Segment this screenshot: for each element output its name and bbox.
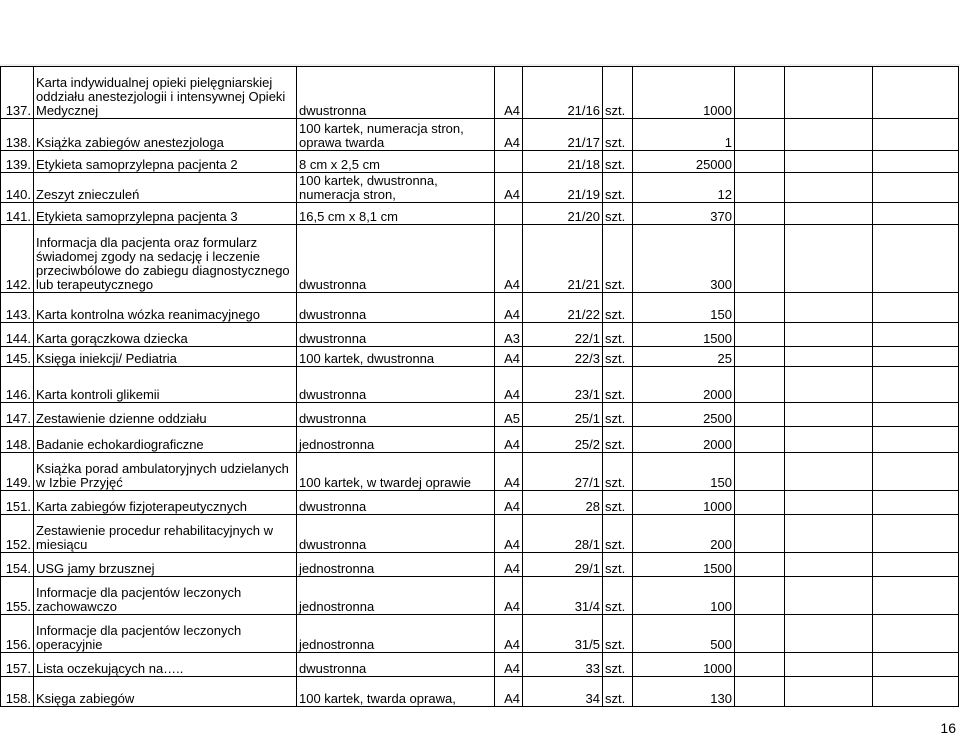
empty-cell — [735, 323, 785, 347]
form-spec: dwustronna — [297, 67, 495, 119]
form-symbol: 33 — [523, 653, 603, 677]
row-number: 158. — [1, 677, 34, 707]
quantity: 1 — [633, 119, 735, 151]
empty-cell — [735, 367, 785, 403]
paper-format: A5 — [495, 403, 523, 427]
empty-cell — [785, 225, 873, 293]
empty-cell — [873, 367, 959, 403]
empty-cell — [735, 577, 785, 615]
paper-format: A4 — [495, 173, 523, 203]
empty-cell — [785, 577, 873, 615]
row-number: 155. — [1, 577, 34, 615]
row-number: 152. — [1, 515, 34, 553]
paper-format: A4 — [495, 67, 523, 119]
row-number: 144. — [1, 323, 34, 347]
empty-cell — [735, 119, 785, 151]
form-spec: 100 kartek, dwustronna — [297, 347, 495, 367]
unit: szt. — [603, 553, 633, 577]
empty-cell — [873, 427, 959, 453]
row-number: 137. — [1, 67, 34, 119]
empty-cell — [785, 615, 873, 653]
form-spec: dwustronna — [297, 323, 495, 347]
empty-cell — [785, 323, 873, 347]
quantity: 1000 — [633, 67, 735, 119]
row-number: 147. — [1, 403, 34, 427]
form-symbol: 22/1 — [523, 323, 603, 347]
empty-cell — [735, 151, 785, 173]
table-row — [1, 427, 959, 453]
form-name: Karta kontrolna wózka reanimacyjnego — [34, 293, 297, 323]
unit: szt. — [603, 203, 633, 225]
form-name: Karta indywidualnej opieki pielęgniarskiej oddziału anestezjologii i intensywnej Opieki Medycznej — [34, 67, 297, 119]
row-number: 156. — [1, 615, 34, 653]
unit: szt. — [603, 615, 633, 653]
unit: szt. — [603, 515, 633, 553]
empty-cell — [873, 403, 959, 427]
table-row — [1, 293, 959, 323]
form-name: Księga zabiegów — [34, 677, 297, 707]
form-name: Etykieta samoprzylepna pacjenta 3 — [34, 203, 297, 225]
form-symbol: 28/1 — [523, 515, 603, 553]
form-name: Zeszyt znieczuleń — [34, 173, 297, 203]
paper-format: A4 — [495, 615, 523, 653]
row-number: 138. — [1, 119, 34, 151]
unit: szt. — [603, 119, 633, 151]
form-symbol: 21/22 — [523, 293, 603, 323]
form-name: Karta kontroli glikemii — [34, 367, 297, 403]
table-row — [1, 677, 959, 707]
row-number: 142. — [1, 225, 34, 293]
form-spec: dwustronna — [297, 491, 495, 515]
paper-format: A4 — [495, 453, 523, 491]
paper-format: A4 — [495, 577, 523, 615]
unit: szt. — [603, 427, 633, 453]
form-name: Informacje dla pacjentów leczonych zachowawczo — [34, 577, 297, 615]
empty-cell — [873, 225, 959, 293]
empty-cell — [735, 203, 785, 225]
form-name: Lista oczekujących na….. — [34, 653, 297, 677]
row-number: 154. — [1, 553, 34, 577]
form-name: Informacja dla pacjenta oraz formularz świadomej zgody na sedację i leczenie przeciwbólowe do zabiegu diagnostycznego lub terapeutycznego — [34, 225, 297, 293]
empty-cell — [785, 67, 873, 119]
table-row — [1, 367, 959, 403]
empty-cell — [785, 515, 873, 553]
quantity: 12 — [633, 173, 735, 203]
form-symbol: 31/5 — [523, 615, 603, 653]
empty-cell — [873, 203, 959, 225]
quantity: 300 — [633, 225, 735, 293]
empty-cell — [873, 67, 959, 119]
quantity: 25000 — [633, 151, 735, 173]
unit: szt. — [603, 577, 633, 615]
form-symbol: 25/1 — [523, 403, 603, 427]
form-symbol: 21/19 — [523, 173, 603, 203]
unit: szt. — [603, 347, 633, 367]
empty-cell — [873, 323, 959, 347]
empty-cell — [785, 119, 873, 151]
quantity: 130 — [633, 677, 735, 707]
form-name: Karta zabiegów fizjoterapeutycznych — [34, 491, 297, 515]
form-name: Zestawienie procedur rehabilitacyjnych w miesiącu — [34, 515, 297, 553]
paper-format: A4 — [495, 515, 523, 553]
form-spec: dwustronna — [297, 367, 495, 403]
empty-cell — [785, 367, 873, 403]
paper-format: A4 — [495, 553, 523, 577]
form-symbol: 34 — [523, 677, 603, 707]
empty-cell — [735, 67, 785, 119]
empty-cell — [785, 553, 873, 577]
empty-cell — [735, 403, 785, 427]
table-row — [1, 453, 959, 491]
unit: szt. — [603, 453, 633, 491]
empty-cell — [873, 515, 959, 553]
row-number: 140. — [1, 173, 34, 203]
form-symbol: 25/2 — [523, 427, 603, 453]
empty-cell — [873, 293, 959, 323]
quantity: 150 — [633, 453, 735, 491]
paper-format: A4 — [495, 293, 523, 323]
empty-cell — [735, 515, 785, 553]
paper-format: A4 — [495, 347, 523, 367]
empty-cell — [735, 173, 785, 203]
form-spec: dwustronna — [297, 515, 495, 553]
table-row — [1, 615, 959, 653]
empty-cell — [785, 203, 873, 225]
unit: szt. — [603, 653, 633, 677]
empty-cell — [735, 225, 785, 293]
table-row — [1, 225, 959, 293]
quantity: 200 — [633, 515, 735, 553]
paper-format: A4 — [495, 677, 523, 707]
quantity: 1500 — [633, 323, 735, 347]
page-number: 16 — [940, 720, 956, 736]
empty-cell — [735, 653, 785, 677]
form-spec: dwustronna — [297, 293, 495, 323]
form-name: Informacje dla pacjentów leczonych operacyjnie — [34, 615, 297, 653]
unit: szt. — [603, 323, 633, 347]
quantity: 2500 — [633, 403, 735, 427]
form-symbol: 21/17 — [523, 119, 603, 151]
empty-cell — [785, 491, 873, 515]
form-name: Badanie echokardiograficzne — [34, 427, 297, 453]
unit: szt. — [603, 67, 633, 119]
form-symbol: 28 — [523, 491, 603, 515]
form-symbol: 22/3 — [523, 347, 603, 367]
table-row — [1, 653, 959, 677]
table-row — [1, 151, 959, 173]
form-spec: jednostronna — [297, 577, 495, 615]
table-row — [1, 67, 959, 119]
empty-cell — [785, 293, 873, 323]
table-row — [1, 403, 959, 427]
form-spec: 100 kartek, w twardej oprawie — [297, 453, 495, 491]
table-row — [1, 515, 959, 553]
form-symbol: 27/1 — [523, 453, 603, 491]
form-name: Książka porad ambulatoryjnych udzielanych w Izbie Przyjęć — [34, 453, 297, 491]
form-spec: jednostronna — [297, 615, 495, 653]
form-symbol: 21/20 — [523, 203, 603, 225]
empty-cell — [785, 403, 873, 427]
empty-cell — [873, 119, 959, 151]
paper-format: A4 — [495, 491, 523, 515]
paper-format — [495, 203, 523, 225]
empty-cell — [873, 677, 959, 707]
empty-cell — [873, 577, 959, 615]
row-number: 149. — [1, 453, 34, 491]
row-number: 157. — [1, 653, 34, 677]
paper-format: A4 — [495, 225, 523, 293]
quantity: 1000 — [633, 653, 735, 677]
form-spec: jednostronna — [297, 427, 495, 453]
quantity: 1000 — [633, 491, 735, 515]
table-row — [1, 119, 959, 151]
quantity: 2000 — [633, 367, 735, 403]
empty-cell — [735, 293, 785, 323]
quantity: 2000 — [633, 427, 735, 453]
row-number: 145. — [1, 347, 34, 367]
empty-cell — [873, 491, 959, 515]
form-symbol: 21/21 — [523, 225, 603, 293]
form-name: Księga iniekcji/ Pediatria — [34, 347, 297, 367]
empty-cell — [735, 453, 785, 491]
table-row — [1, 173, 959, 203]
table-row — [1, 323, 959, 347]
row-number: 151. — [1, 491, 34, 515]
paper-format: A4 — [495, 119, 523, 151]
empty-cell — [735, 677, 785, 707]
unit: szt. — [603, 677, 633, 707]
unit: szt. — [603, 403, 633, 427]
empty-cell — [873, 553, 959, 577]
empty-cell — [735, 491, 785, 515]
table-row — [1, 577, 959, 615]
quantity: 25 — [633, 347, 735, 367]
empty-cell — [785, 453, 873, 491]
table-row — [1, 491, 959, 515]
empty-cell — [873, 615, 959, 653]
empty-cell — [735, 553, 785, 577]
paper-format: A4 — [495, 367, 523, 403]
form-name: Książka zabiegów anestezjologa — [34, 119, 297, 151]
empty-cell — [735, 347, 785, 367]
empty-sheet-gridlines — [0, 0, 960, 66]
form-symbol: 21/18 — [523, 151, 603, 173]
form-spec: 100 kartek, numeracja stron, oprawa twarda — [297, 119, 495, 151]
paper-format: A4 — [495, 653, 523, 677]
form-spec: 100 kartek, dwustronna, numeracja stron, — [297, 173, 495, 203]
row-number: 141. — [1, 203, 34, 225]
form-spec: 16,5 cm x 8,1 cm — [297, 203, 495, 225]
unit: szt. — [603, 491, 633, 515]
empty-cell — [785, 173, 873, 203]
quantity: 100 — [633, 577, 735, 615]
empty-cell — [785, 151, 873, 173]
empty-cell — [873, 453, 959, 491]
row-number: 148. — [1, 427, 34, 453]
empty-cell — [873, 173, 959, 203]
form-name: Etykieta samoprzylepna pacjenta 2 — [34, 151, 297, 173]
empty-cell — [873, 151, 959, 173]
empty-cell — [785, 653, 873, 677]
row-number: 139. — [1, 151, 34, 173]
empty-cell — [785, 677, 873, 707]
paper-format: A4 — [495, 427, 523, 453]
forms-table — [0, 66, 959, 707]
form-symbol: 31/4 — [523, 577, 603, 615]
form-spec: 8 cm x 2,5 cm — [297, 151, 495, 173]
unit: szt. — [603, 367, 633, 403]
table-row — [1, 203, 959, 225]
unit: szt. — [603, 225, 633, 293]
form-spec: 100 kartek, twarda oprawa, — [297, 677, 495, 707]
table-row — [1, 553, 959, 577]
form-spec: jednostronna — [297, 553, 495, 577]
unit: szt. — [603, 173, 633, 203]
empty-cell — [735, 615, 785, 653]
form-name: Karta gorączkowa dziecka — [34, 323, 297, 347]
form-symbol: 29/1 — [523, 553, 603, 577]
form-spec: dwustronna — [297, 225, 495, 293]
form-symbol: 23/1 — [523, 367, 603, 403]
quantity: 1500 — [633, 553, 735, 577]
form-name: Zestawienie dzienne oddziału — [34, 403, 297, 427]
unit: szt. — [603, 293, 633, 323]
quantity: 150 — [633, 293, 735, 323]
table-row — [1, 347, 959, 367]
form-spec: dwustronna — [297, 403, 495, 427]
form-symbol: 21/16 — [523, 67, 603, 119]
empty-cell — [873, 653, 959, 677]
quantity: 500 — [633, 615, 735, 653]
empty-cell — [873, 347, 959, 367]
form-spec: dwustronna — [297, 653, 495, 677]
paper-format — [495, 151, 523, 173]
empty-cell — [735, 427, 785, 453]
quantity: 370 — [633, 203, 735, 225]
unit: szt. — [603, 151, 633, 173]
row-number: 146. — [1, 367, 34, 403]
form-name: USG jamy brzusznej — [34, 553, 297, 577]
empty-cell — [785, 347, 873, 367]
empty-cell — [785, 427, 873, 453]
paper-format: A3 — [495, 323, 523, 347]
row-number: 143. — [1, 293, 34, 323]
